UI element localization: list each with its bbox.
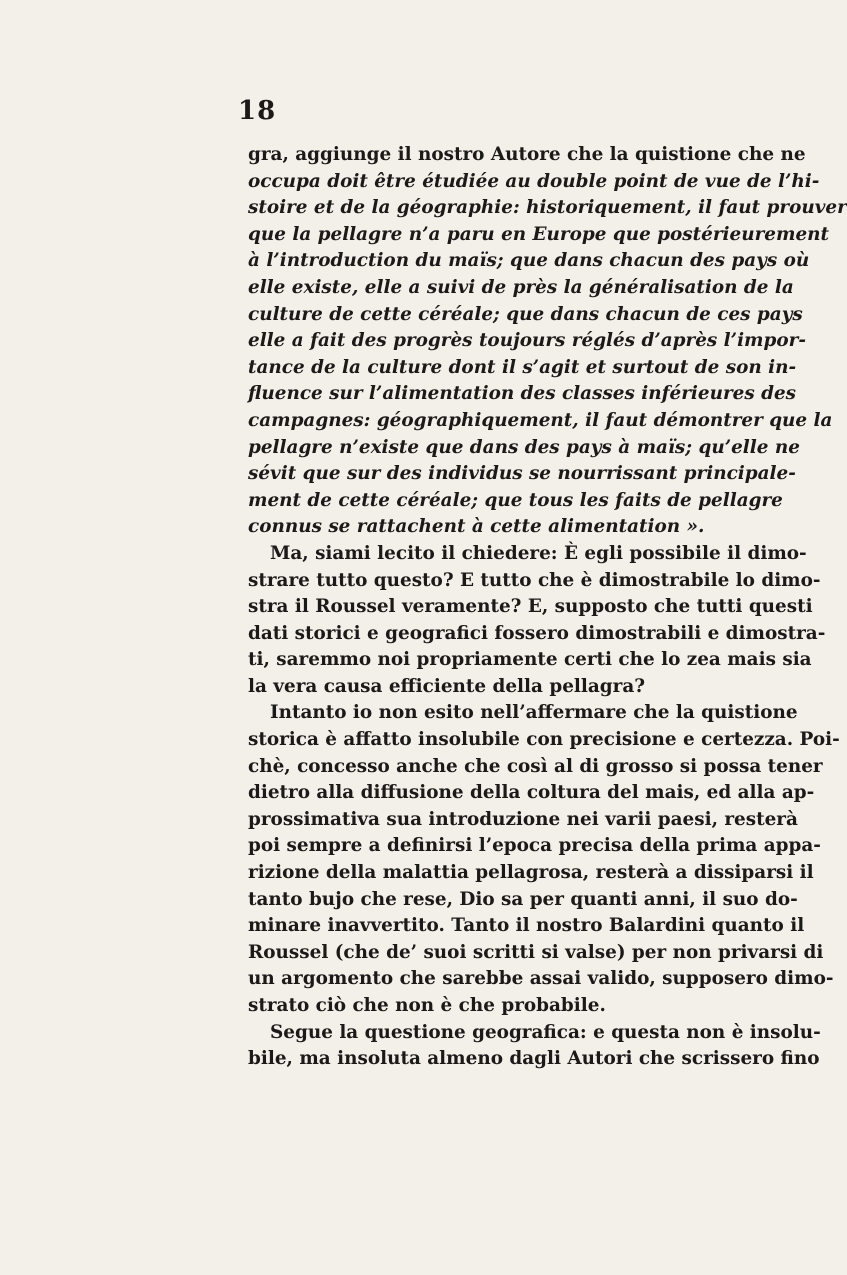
- text-line: stra il Roussel veramente? E, supposto che tutti questi: [248, 596, 813, 618]
- text-line: campagnes: géographiquement, il faut démontrer que la: [248, 409, 833, 431]
- text-line: strare tutto questo? E tutto che è dimostrabile lo dimo-: [248, 569, 821, 591]
- text-line: dati storici e geografici fossero dimostrabili e dimostra-: [248, 622, 826, 644]
- text-line: tanto bujo che rese, Dio sa per quanti anni, il suo do-: [248, 888, 798, 910]
- page-number: 18: [238, 96, 277, 126]
- text-line: sévit que sur des individus se nourrissant principale-: [248, 463, 796, 485]
- text-line: Intanto io non esito nell’affermare che la quistione: [270, 702, 798, 724]
- text-line: prossimativa sua introduzione nei varii paesi, resterà: [248, 808, 798, 830]
- text-line: elle existe, elle a suivi de près la généralisation de la: [248, 276, 794, 298]
- text-line: strato ciò che non è che probabile.: [248, 995, 606, 1016]
- text-line: rizione della malattia pellagrosa, resterà a dissiparsi il: [248, 862, 814, 884]
- text-line: un argomento che sarebbe assai valido, supposero dimo-: [248, 968, 834, 990]
- text-line: que la pellagre n’a paru en Europe que postérieurement: [248, 223, 830, 245]
- body-text: [248, 142, 847, 1073]
- text-line: culture de cette céréale; que dans chacun de ces pays: [248, 303, 803, 325]
- text-line: ment de cette céréale; que tous les faits de pellagre: [248, 489, 783, 511]
- text-line: connus se rattachent à cette alimentation ».: [248, 516, 705, 538]
- text-line: Segue la questione geografica: e questa non è insolu-: [270, 1021, 821, 1043]
- text-line: tance de la culture dont il s’agit et surtout de son in-: [248, 356, 797, 378]
- text-line: pellagre n’existe que dans des pays à maïs; qu’elle ne: [248, 436, 800, 458]
- text-line: bile, ma insoluta almeno dagli Autori che scrissero fino: [248, 1048, 820, 1070]
- text-line: elle a fait des progrès toujours réglés d’après l’impor-: [248, 330, 806, 352]
- text-line: chè, concesso anche che così al di grosso si possa tener: [248, 755, 823, 777]
- text-line: ti, saremmo noi propriamente certi che lo zea mais sia: [248, 649, 812, 671]
- text-line: poi sempre a definirsi l’epoca precisa della prima appa-: [248, 835, 821, 857]
- text-line: gra, aggiunge il nostro Autore che la quistione che ne: [248, 144, 806, 165]
- text-line: dietro alla diffusione della coltura del mais, ed alla ap-: [248, 782, 815, 804]
- text-line: Roussel (che de’ suoi scritti si valse) per non privarsi di: [248, 941, 824, 963]
- text-line: minare inavvertito. Tanto il nostro Balardini quanto il: [248, 915, 805, 937]
- text-line: la vera causa efficiente della pellagra?: [248, 675, 646, 697]
- text-line: à l’introduction du maïs; que dans chacun des pays où: [248, 250, 810, 272]
- text-line: Ma, siami lecito il chiedere: È egli possibile il dimo-: [270, 542, 807, 564]
- text-line: fluence sur l’alimentation des classes inférieures des: [248, 383, 797, 405]
- text-line: stoire et de la géographie: historiquement, il faut prouver: [248, 197, 847, 219]
- text-line: storica è affatto insolubile con precisione e certezza. Poi-: [248, 729, 840, 751]
- text-line: occupa doit être étudiée au double point de vue de l’hi-: [248, 170, 820, 192]
